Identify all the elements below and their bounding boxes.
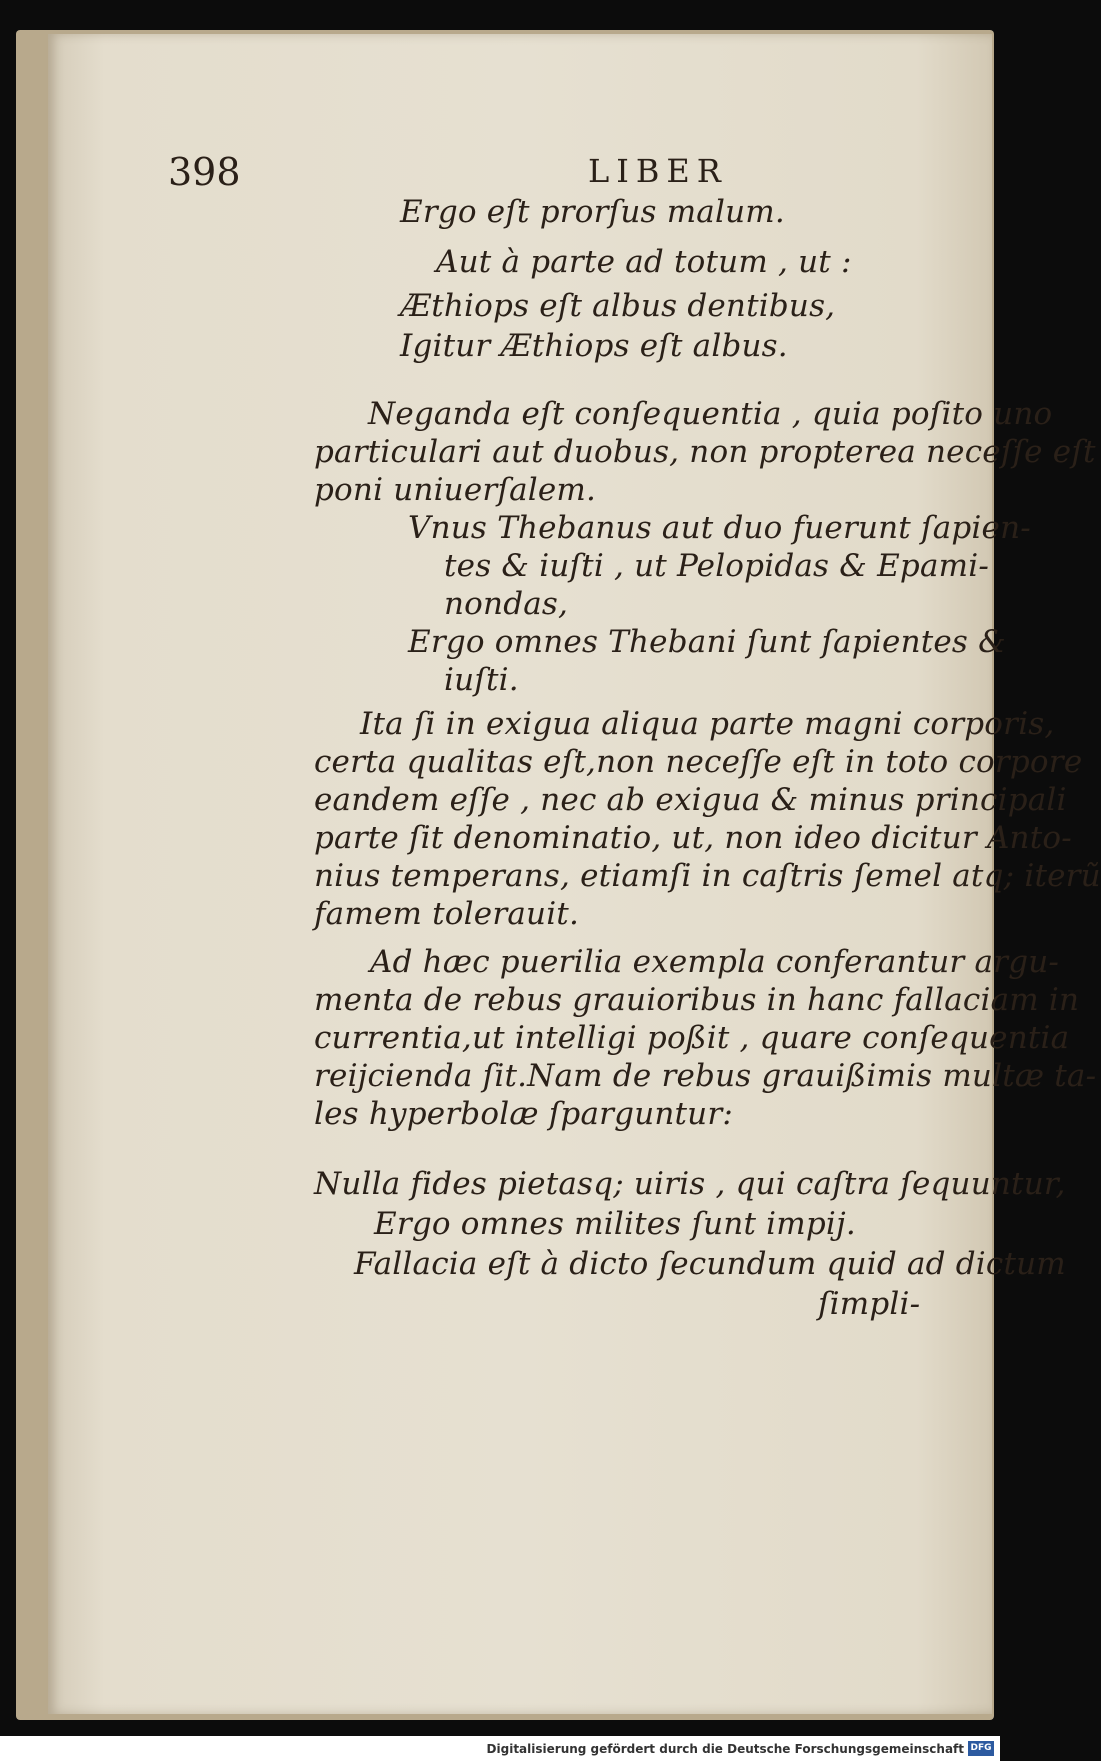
text-line: tes & iuſti , ut Pelopidas & Epami- xyxy=(444,548,990,584)
text-line: nondas, xyxy=(444,586,569,622)
text-line: Igitur Æthiops eſt albus. xyxy=(400,328,788,364)
text-line: Nulla fides pietasq; uiris , qui caſtra ſequuntur, xyxy=(314,1166,1066,1202)
text-line: Ad hæc puerilia exempla conferantur argu- xyxy=(370,944,1060,980)
dfg-logo: DFG xyxy=(968,1741,994,1756)
text-line: iuſti. xyxy=(444,662,519,698)
text-line: les hyperbolæ ſparguntur: xyxy=(314,1096,734,1132)
text-line: Ergo eſt prorſus malum. xyxy=(400,194,785,230)
text-line: particulari aut duobus, non propterea neceſſe eſt xyxy=(314,434,1096,470)
text-line: Ergo omnes milites ſunt impij. xyxy=(374,1206,856,1242)
book-page xyxy=(48,34,1101,1714)
text-line: Ita ſi in exigua aliqua parte magni corporis, xyxy=(360,706,1055,742)
text-line: eandem eſſe , nec ab exigua & minus principali xyxy=(314,782,1067,818)
text-line: Ergo omnes Thebani ſunt ſapientes & xyxy=(408,624,1006,660)
running-head: LIBER xyxy=(588,152,728,190)
text-line: poni uniuerſalem. xyxy=(314,472,597,508)
text-line: Neganda eſt conſequentia , quia poſito uno xyxy=(368,396,1053,432)
footer-credit: Digitalisierung gefördert durch die Deutsche Forschungsgemeinschaft xyxy=(486,1742,964,1756)
text-line: menta de rebus grauioribus in hanc fallaciam in xyxy=(314,982,1080,1018)
text-line: Æthiops eſt albus dentibus, xyxy=(400,288,836,324)
text-line: nius temperans, etiamſi in caſtris ſemel atq; iterũ xyxy=(314,858,1101,894)
text-line: Vnus Thebanus aut duo fuerunt ſapien- xyxy=(408,510,1031,546)
text-line: famem tolerauit. xyxy=(314,896,580,932)
text-line: currentia,ut intelligi poßit , quare conſequentia xyxy=(314,1020,1070,1056)
page-number: 398 xyxy=(168,150,241,194)
text-line: reijcienda ſit.Nam de rebus grauißimis multæ ta- xyxy=(314,1058,1097,1094)
text-line: parte ſit denominatio, ut, non ideo dicitur Anto- xyxy=(314,820,1072,856)
text-line: Fallacia eſt à dicto ſecundum quid ad dictum xyxy=(354,1246,1066,1282)
text-line: certa qualitas eſt,non neceſſe eſt in toto corpore xyxy=(314,744,1083,780)
text-line: Aut à parte ad totum , ut : xyxy=(436,244,852,280)
catchword: ſimpli- xyxy=(818,1286,921,1322)
